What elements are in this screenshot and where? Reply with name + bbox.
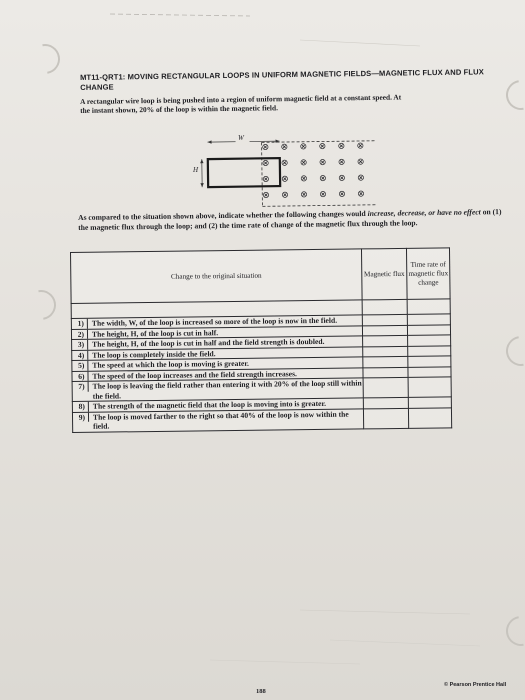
flux-answer-cell[interactable]	[363, 408, 408, 429]
item-number: 7)	[73, 382, 89, 392]
question-tail: on (1) the magnetic flux through the loop; and (2) the time rate of change of	[78, 207, 502, 232]
field-into-page-icon: ⊗	[280, 142, 289, 153]
header-change: Change to the original situation	[71, 249, 363, 304]
flux-answer-cell[interactable]	[363, 356, 408, 367]
question-lead: As compared to the situation shown above, indicate whether the following changes would	[78, 208, 366, 222]
item-number: 1)	[72, 319, 88, 329]
change-cell	[72, 378, 363, 402]
field-into-page-icon: ⊗	[261, 158, 270, 169]
item-number: 3)	[72, 340, 88, 350]
header-rate: Time rate of magnetic flux change	[406, 248, 450, 300]
answer-table	[70, 247, 452, 432]
item-number: 4)	[72, 350, 88, 360]
intro-line-1: A rectangular wire loop is being pushed into a region of uniform magnetic field at a constant speed. At	[80, 92, 402, 106]
question-or: or	[428, 208, 436, 218]
publisher-credit: © Pearson Prentice Hall	[444, 682, 507, 688]
rate-answer-cell[interactable]	[407, 324, 450, 335]
rate-answer-cell[interactable]	[408, 356, 451, 367]
field-into-page-icon: ⊗	[280, 174, 289, 185]
header-flux: Magnetic flux	[361, 248, 407, 300]
field-into-page-icon: ⊗	[319, 189, 327, 201]
field-into-page-icon: ⊗	[356, 173, 365, 184]
item-text: The loop is moved farther to the right so that 40% of the loop is now within the field.	[92, 409, 349, 431]
table-row	[72, 407, 451, 432]
item-number: 2)	[72, 329, 88, 339]
flux-answer-cell[interactable]	[363, 346, 408, 357]
magnetic-field-symbols	[262, 141, 383, 211]
flux-answer-cell[interactable]	[363, 367, 408, 378]
field-into-page-icon: ⊗	[299, 158, 308, 169]
spacer-cell	[362, 299, 407, 315]
field-into-page-icon: ⊗	[261, 142, 270, 153]
spacer-cell	[407, 299, 450, 315]
field-into-page-icon: ⊗	[337, 157, 346, 168]
field-into-page-icon: ⊗	[337, 141, 346, 152]
flux-answer-cell[interactable]	[362, 314, 407, 325]
table-body	[71, 314, 451, 432]
field-into-page-icon: ⊗	[280, 158, 289, 169]
rate-answer-cell[interactable]	[408, 407, 451, 428]
item-number: 8)	[73, 402, 89, 412]
item-number: 9)	[73, 412, 89, 422]
field-into-page-icon: ⊗	[281, 190, 289, 201]
item-text: The loop is leaving the field rather than entering it with 20% of the loop still within the field.	[92, 378, 362, 401]
flux-answer-cell[interactable]	[363, 377, 408, 398]
field-into-page-icon: ⊗	[357, 189, 365, 200]
rate-answer-cell[interactable]	[408, 377, 451, 398]
height-label: H	[193, 166, 199, 174]
flux-answer-cell[interactable]	[363, 335, 408, 346]
item-text: The strength of the magnetic field that the loop is moving into is greater.	[92, 398, 327, 411]
item-text: The height, H, of the loop is cut in half.	[91, 327, 219, 339]
item-text: The speed at which the loop is moving is greater.	[92, 358, 249, 370]
question-emph-increase: increase,	[367, 208, 396, 218]
question-line-3: the magnetic flux through the loop.	[303, 217, 418, 229]
field-into-page-icon: ⊗	[262, 190, 270, 201]
field-into-page-icon: ⊗	[299, 174, 308, 185]
field-into-page-icon: ⊗	[261, 174, 270, 185]
field-into-page-icon: ⊗	[356, 157, 365, 168]
intro-line-2: the instant shown, 20% of the loop is within the magnetic field.	[80, 103, 278, 115]
field-into-page-icon: ⊗	[337, 173, 346, 184]
field-into-page-icon: ⊗	[318, 141, 327, 153]
item-number: 5)	[72, 361, 88, 371]
item-text: The loop is completely inside the field.	[92, 348, 216, 360]
change-cell	[72, 408, 363, 432]
field-into-page-icon: ⊗	[318, 157, 327, 169]
field-into-page-icon: ⊗	[356, 141, 365, 152]
field-into-page-icon: ⊗	[300, 190, 308, 201]
item-number: 6)	[72, 371, 88, 381]
flux-answer-cell[interactable]	[363, 397, 408, 408]
item-text: The width, W, of the loop is increased so more of the loop is now in the field.	[91, 315, 338, 328]
field-into-page-icon: ⊗	[299, 142, 308, 153]
field-into-page-icon: ⊗	[318, 173, 327, 185]
rate-answer-cell[interactable]	[408, 366, 451, 377]
worksheet-title-text: MOVING RECTANGULAR LOOPS IN UNIFORM MAGNETIC FIELDS—MAGNETIC FLUX AND FLUX CHANGE	[80, 67, 484, 92]
flux-answer-cell[interactable]	[362, 325, 407, 336]
page-number: 188	[256, 688, 266, 695]
rate-answer-cell[interactable]	[408, 335, 451, 346]
item-text: The speed of the loop increases and the field strength increases.	[92, 368, 297, 381]
rate-answer-cell[interactable]	[407, 314, 450, 325]
field-into-page-icon: ⊗	[338, 189, 346, 200]
table-header-row	[71, 248, 451, 304]
question-emph-decrease: decrease,	[397, 208, 427, 218]
item-text: The height, H, of the loop is cut in half and the field strength is doubled.	[92, 336, 325, 349]
worksheet-code: MT11-QRT1:	[80, 72, 126, 82]
question-emph-no-effect: have no effect	[436, 207, 481, 217]
rate-answer-cell[interactable]	[408, 397, 451, 408]
rate-answer-cell[interactable]	[408, 345, 451, 356]
width-label: W	[238, 134, 244, 142]
